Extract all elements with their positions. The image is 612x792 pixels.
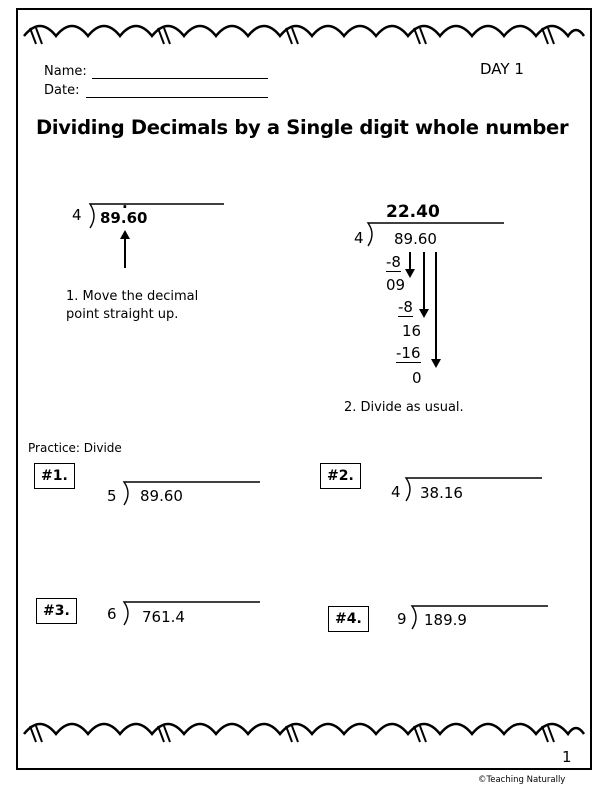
problem-3-dividend: 761.4 bbox=[142, 608, 185, 626]
work-step-6: 0 bbox=[412, 369, 422, 387]
example-right-step: 2. Divide as usual. bbox=[344, 400, 464, 415]
name-label: Name: bbox=[44, 64, 87, 79]
problem-4-label: #4. bbox=[328, 606, 369, 632]
practice-heading: Practice: Divide bbox=[28, 441, 122, 455]
example-right-dividend: 89.60 bbox=[394, 230, 437, 248]
problem-2-label: #2. bbox=[320, 463, 361, 489]
arrow-down-icon bbox=[405, 269, 415, 278]
work-step-2: 09 bbox=[386, 276, 406, 294]
page-number: 1 bbox=[562, 748, 572, 766]
example-left-decimal-dot: . bbox=[122, 194, 128, 212]
problem-1-dividend: 89.60 bbox=[140, 487, 183, 505]
work-step-3: -8 bbox=[398, 298, 413, 316]
arrow-down-icon bbox=[419, 309, 429, 318]
top-wave-border bbox=[16, 14, 592, 54]
arrow-down-icon bbox=[431, 359, 441, 368]
problem-4-divisor: 9 bbox=[397, 610, 407, 628]
copyright-text: ©Teaching Naturally bbox=[478, 775, 566, 785]
date-label: Date: bbox=[44, 83, 80, 98]
problem-1-divisor: 5 bbox=[107, 487, 117, 505]
example-left-dividend: 89.60 bbox=[100, 209, 148, 227]
work-step-5: -16 bbox=[396, 344, 421, 362]
name-field[interactable] bbox=[92, 64, 268, 79]
day-label: DAY 1 bbox=[480, 60, 524, 78]
work-step-4: 16 bbox=[402, 322, 422, 340]
example-right-quotient: 22.40 bbox=[386, 202, 440, 222]
page-title: Dividing Decimals by a Single digit whole number bbox=[36, 116, 569, 139]
bring-down-arrows bbox=[400, 248, 450, 372]
problem-2-divisor: 4 bbox=[391, 483, 401, 501]
example-left-divisor: 4 bbox=[72, 206, 82, 224]
bottom-wave-border bbox=[16, 712, 592, 752]
example-right-divisor: 4 bbox=[354, 229, 364, 247]
problem-1-label: #1. bbox=[34, 463, 75, 489]
problem-2-dividend: 38.16 bbox=[420, 484, 463, 502]
problem-4-dividend: 189.9 bbox=[424, 611, 467, 629]
work-step-1: -8 bbox=[386, 253, 401, 271]
date-field[interactable] bbox=[86, 83, 268, 98]
problem-3-divisor: 6 bbox=[107, 605, 117, 623]
problem-3-label: #3. bbox=[36, 598, 77, 624]
example-left-step: 1. Move the decimal point straight up. bbox=[66, 289, 199, 322]
arrow-up-icon bbox=[118, 230, 132, 270]
